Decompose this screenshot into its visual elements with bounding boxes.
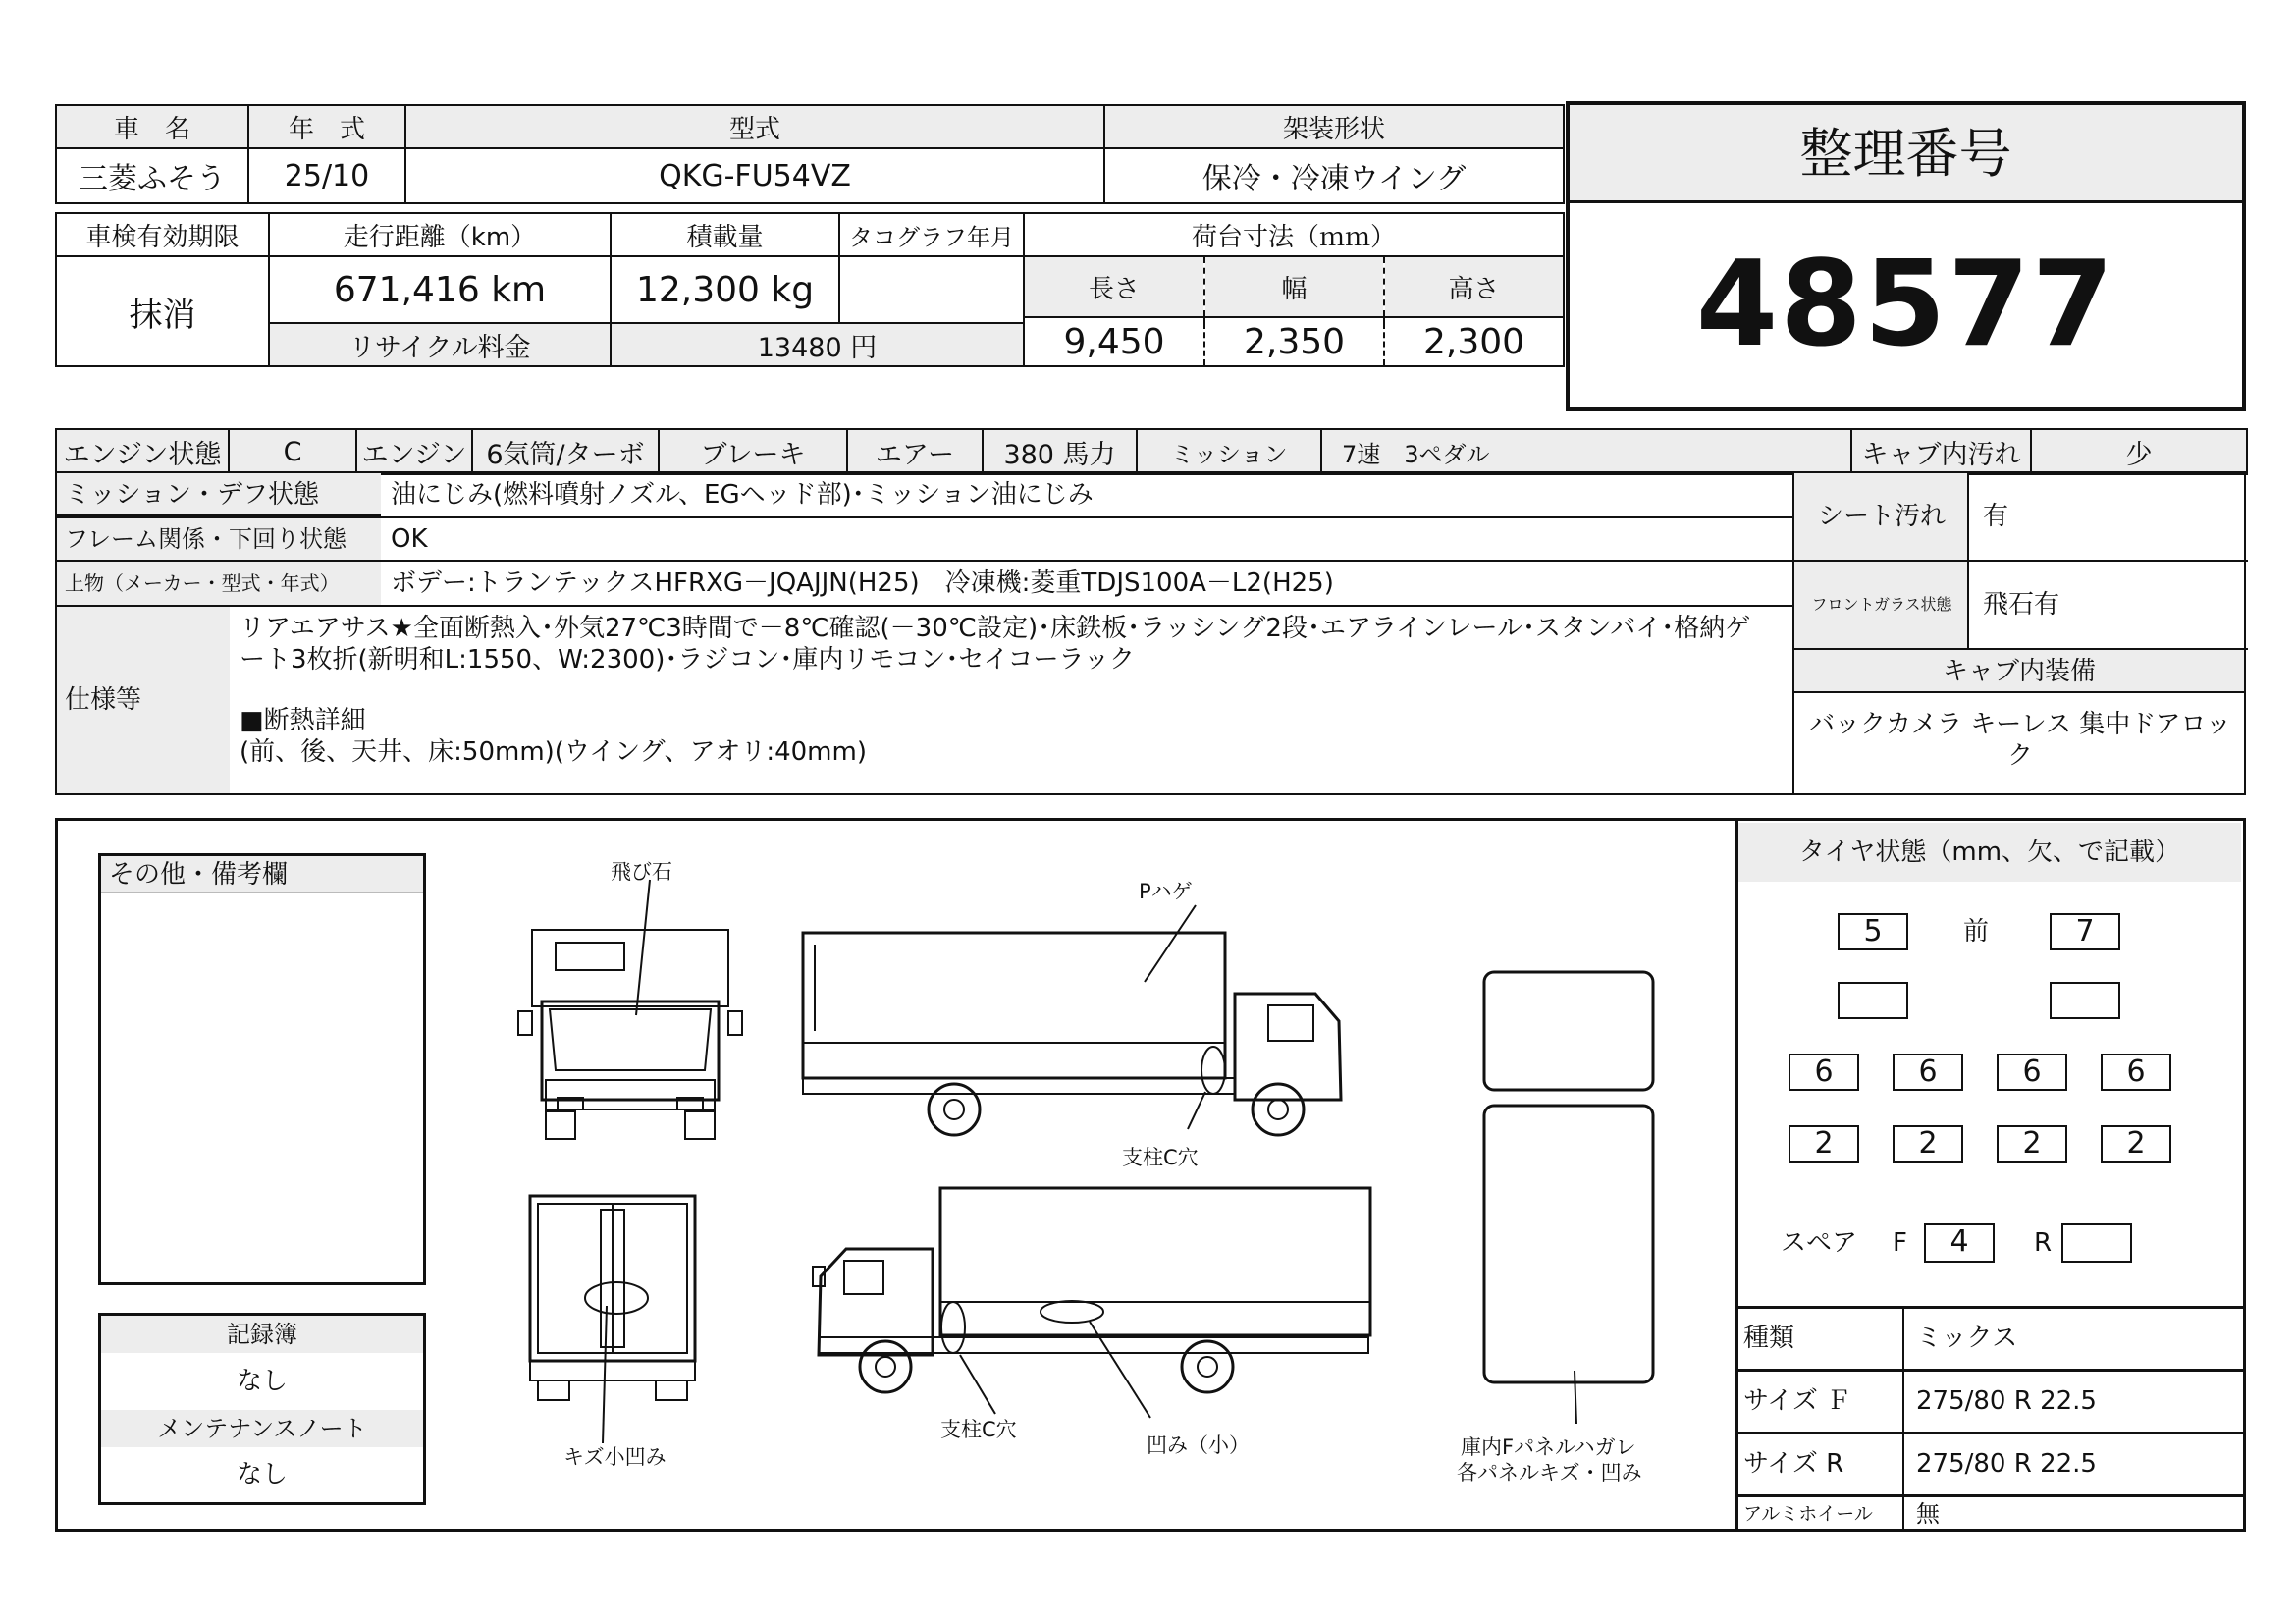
cab-equip-label: キャブ内装備	[1794, 650, 2244, 693]
brake-label: ブレーキ	[659, 429, 847, 474]
ref-number-label: 整理番号	[1570, 105, 2242, 203]
height-label: 高さ	[1384, 256, 1564, 317]
tire-rear2-1: 2	[1789, 1125, 1859, 1163]
seat-dirt-value: 有	[1983, 502, 2009, 531]
height-value: 2,300	[1384, 317, 1564, 366]
tire-front2-right	[2050, 982, 2120, 1019]
spare-r-label: R	[2034, 1228, 2053, 1258]
length-value: 9,450	[1024, 317, 1204, 366]
mission-value: 7速 3ペダル	[1321, 429, 1851, 474]
label-scratch: キズ小凹み	[563, 1445, 667, 1469]
tire-rear1-1: 6	[1789, 1054, 1859, 1091]
cab-dirt-value: 少	[2031, 429, 2247, 474]
tire-rear1-2: 6	[1893, 1054, 1963, 1091]
truck-damage-diagram	[491, 844, 1728, 1522]
body-type-label: 架装形状	[1104, 105, 1564, 148]
maint-value: なし	[236, 1460, 288, 1489]
callout-lines	[603, 880, 1576, 1443]
mission-def-label: ミッション・デフ状態	[65, 480, 319, 510]
truck-rear-view	[530, 1196, 695, 1400]
label-panel-1: 庫内Fパネルハガレ	[1461, 1435, 1636, 1459]
engine-state-value: C	[229, 429, 356, 474]
year-label: 年 式	[248, 105, 405, 148]
record-box	[98, 1313, 426, 1505]
model-label: 型式	[405, 105, 1104, 148]
spare-label: スペア	[1781, 1228, 1858, 1258]
brake-value: エアー	[847, 429, 983, 474]
windshield-value: 飛石有	[1983, 590, 2060, 620]
width-label: 幅	[1204, 256, 1384, 317]
tire-front-right: 7	[2050, 913, 2120, 950]
tire-title: タイヤ状態（mm、欠、で記載）	[1738, 823, 2241, 882]
tire-front2-left	[1838, 982, 1908, 1019]
label-pillar-2: 支柱C穴	[940, 1418, 1017, 1441]
engine-label: エンジン	[356, 429, 472, 474]
spec-line-3: ■断熱詳細	[240, 706, 366, 735]
remarks-box	[98, 853, 426, 1285]
label-stone: 飛び石	[611, 860, 672, 884]
tire-rear2-4: 2	[2101, 1125, 2171, 1163]
truck-front-view	[518, 930, 742, 1139]
upper-label: 上物（メーカー・型式・年式）	[65, 571, 340, 595]
inspection-label: 車検有効期限	[56, 213, 269, 256]
mileage-label: 走行距離（km）	[269, 213, 611, 256]
seat-dirt-label: シート汚れ	[1817, 502, 1946, 531]
frame-value: OK	[391, 524, 428, 554]
car-name-value: 三菱ふそう	[56, 148, 248, 203]
spec-line-4: (前、後、天井、床:50mm)(ウイング、アオリ:40mm)	[240, 737, 867, 767]
vehicle-detail-table	[55, 212, 1565, 367]
tire-front-left: 5	[1838, 913, 1908, 950]
spec-table	[55, 428, 2248, 475]
remarks-label: その他・備考欄	[101, 856, 423, 893]
year-value: 25/10	[248, 148, 405, 203]
spec-line-1: リアエアサス★全面断熱入･外気27℃3時間で－8℃確認(－30℃設定)･床鉄板･ラッシング2段･エアラインレール･スタンバイ･格納ゲ	[240, 614, 1751, 643]
alu-wheel-label: アルミホイール	[1743, 1503, 1873, 1525]
spare-f-label: F	[1893, 1228, 1907, 1258]
maint-label: メンテナンスノート	[101, 1410, 423, 1447]
tire-size-r-value: 275/80 R 22.5	[1916, 1449, 2097, 1479]
load-value: 12,300 kg	[611, 256, 839, 323]
car-name-label: 車 名	[56, 105, 248, 148]
mission-def-value: 油にじみ(燃料噴射ノズル、EGヘッド部)･ミッション油にじみ	[391, 480, 1094, 510]
ref-number-box	[1566, 101, 2246, 411]
record-value: なし	[236, 1367, 288, 1396]
label-pillar-1: 支柱C穴	[1122, 1146, 1199, 1169]
frame-label: フレーム関係・下回り状態	[65, 525, 347, 553]
mission-label: ミッション	[1137, 429, 1321, 474]
inspection-value: 抹消	[56, 256, 269, 366]
tire-rear1-3: 6	[1997, 1054, 2067, 1091]
spare-f-value: 4	[1924, 1223, 1995, 1263]
tire-rear1-4: 6	[2101, 1054, 2171, 1091]
tachograph-label: タコグラフ年月	[839, 213, 1024, 256]
cargo-floor-plan	[1484, 972, 1653, 1382]
alu-wheel-value: 無	[1916, 1500, 1940, 1528]
tire-rear2-2: 2	[1893, 1125, 1963, 1163]
label-panel-2: 各パネルキズ・凹み	[1457, 1461, 1642, 1485]
vehicle-header-table	[55, 104, 1565, 204]
tire-type-label: 種類	[1743, 1324, 1795, 1353]
cargo-dims-label: 荷台寸法（ｍｍ）	[1024, 213, 1564, 256]
spec-label: 仕様等	[65, 685, 142, 715]
record-label: 記録簿	[101, 1316, 423, 1353]
tachograph-value	[839, 256, 1024, 323]
spec-line-2: ート3枚折(新明和L:1550、W:2300)･ラジコン･庫内リモコン･セイコーラック	[240, 645, 1136, 675]
cab-dirt-label: キャブ内汚れ	[1851, 429, 2031, 474]
tire-front-label: 前	[1963, 917, 1990, 947]
cab-equip-value: バックカメラ キーレス 集中ドアロック	[1809, 710, 2231, 771]
tire-type-value: ミックス	[1916, 1324, 2018, 1353]
tire-rear2-3: 2	[1997, 1125, 2067, 1163]
windshield-label: フロントガラス状態	[1811, 595, 1952, 614]
load-label: 積載量	[611, 213, 839, 256]
length-label: 長さ	[1024, 256, 1204, 317]
tire-size-f-label: サイズ Ｆ	[1743, 1386, 1852, 1416]
engine-state-label: エンジン状態	[56, 429, 229, 474]
label-dent: 凹み（小）	[1147, 1434, 1250, 1457]
tire-size-r-label: サイズ R	[1743, 1449, 1844, 1479]
spec-detail-block	[55, 471, 2246, 795]
horsepower-value: 380 馬力	[983, 429, 1137, 474]
spare-r-value	[2061, 1223, 2132, 1263]
recycle-value: 13480 円	[611, 323, 1024, 366]
label-phage: Pハゲ	[1139, 880, 1193, 903]
truck-side-view-right	[803, 933, 1341, 1135]
mileage-value: 671,416 km	[269, 256, 611, 323]
ref-number-value: 48577	[1695, 237, 2116, 373]
tire-size-f-value: 275/80 R 22.5	[1916, 1386, 2097, 1416]
upper-value: ボデー:トランテックスHFRXG－JQAJJN(H25) 冷凍機:菱重TDJS100A－L2(H25)	[391, 568, 1334, 598]
width-value: 2,350	[1204, 317, 1384, 366]
body-type-value: 保冷・冷凍ウイング	[1104, 148, 1564, 203]
recycle-label: リサイクル料金	[269, 323, 611, 366]
engine-value: 6気筒/ターボ	[472, 429, 659, 474]
truck-side-view-left	[813, 1188, 1370, 1392]
model-value: QKG-FU54VZ	[405, 148, 1104, 203]
